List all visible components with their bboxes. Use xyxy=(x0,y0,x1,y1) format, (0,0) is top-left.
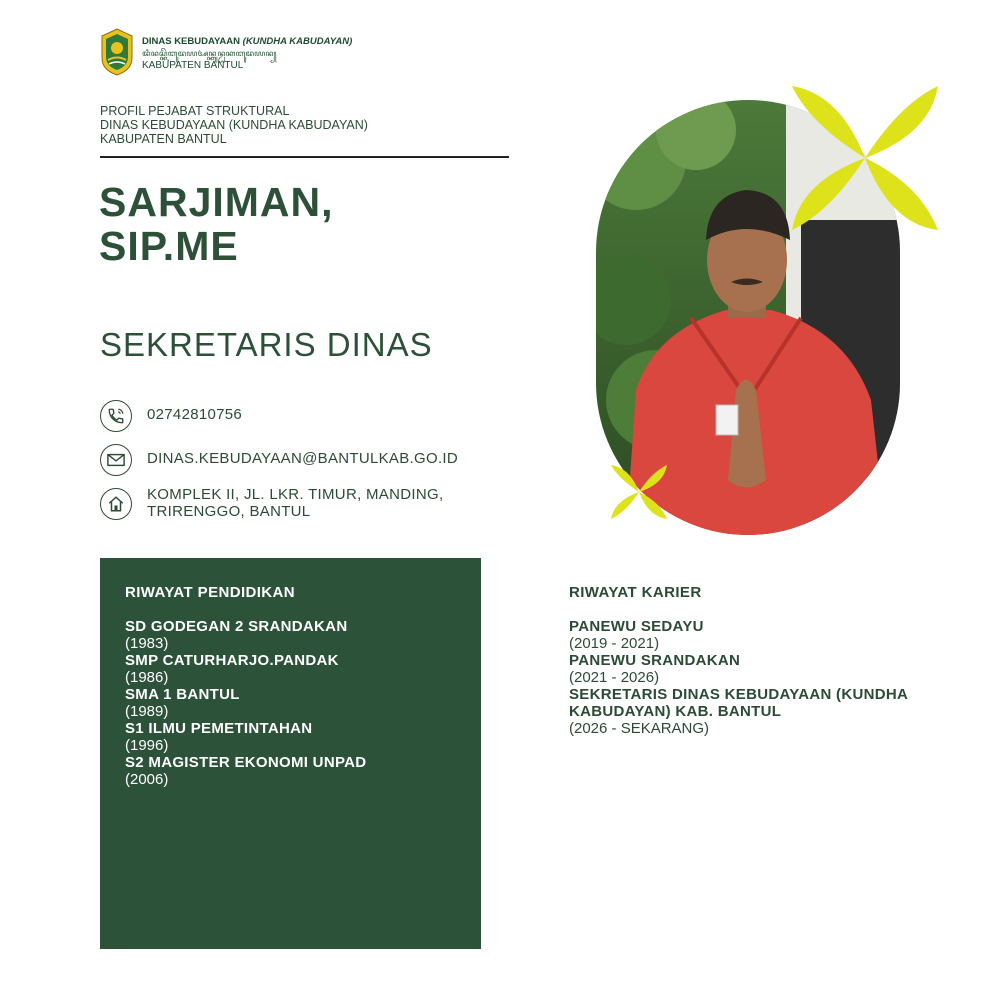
career-title: RIWAYAT KARIER xyxy=(569,584,702,601)
list-item: PANEWU SEDAYU (2019 - 2021) xyxy=(569,618,704,652)
list-item: SMA 1 BANTUL (1989) xyxy=(125,686,240,720)
address: KOMPLEK II, JL. LKR. TIMUR, MANDING, TRIRENGGO, BANTUL xyxy=(147,486,444,520)
education-list xyxy=(125,618,465,788)
logo-javanese-script: ꦢꦶꦤꦱ꧀ꦏꦼꦧꦸꦢꦪꦄꦤ꧀ꦏꦸꦤ꧀ꦝꦏꦧꦸꦢꦪꦤ꧀ xyxy=(142,49,277,58)
header-line: DINAS KEBUDAYAAN (KUNDHA KABUDAYAN) xyxy=(100,118,368,132)
position-title: SEKRETARIS DINAS xyxy=(100,326,433,363)
career-list xyxy=(569,618,929,737)
education-title: RIWAYAT PENDIDIKAN xyxy=(125,584,296,601)
list-item: SD GODEGAN 2 SRANDAKAN (1983) xyxy=(125,618,348,652)
header-line: KABUPATEN BANTUL xyxy=(100,132,227,146)
phone-number: 02742810756 xyxy=(147,406,243,423)
lime-flower-decoration-small xyxy=(610,464,668,520)
phone-icon xyxy=(100,400,132,432)
kabupaten-bantul-emblem xyxy=(100,28,134,76)
email-address: DINAS.KEBUDAYAAN@BANTULKAB.GO.ID xyxy=(147,450,459,467)
logo-title: DINAS KEBUDAYAAN (KUNDHA KABUDAYAN) xyxy=(142,36,353,47)
list-item: PANEWU SRANDAKAN (2021 - 2026) xyxy=(569,652,741,686)
header-divider xyxy=(100,156,509,158)
header-line: PROFIL PEJABAT STRUKTURAL xyxy=(100,104,290,118)
career-section xyxy=(569,584,929,737)
document-header xyxy=(100,104,368,146)
email-icon xyxy=(100,444,132,476)
list-item: SEKRETARIS DINAS KEBUDAYAAN (KUNDHA KABUDAYAN) KAB. BANTUL (2026 - SEKARANG) xyxy=(569,686,908,737)
education-panel xyxy=(100,558,481,949)
person-name: SARJIMAN, SIP.ME xyxy=(99,179,334,269)
list-item: S2 MAGISTER EKONOMI UNPAD (2006) xyxy=(125,754,367,788)
home-icon xyxy=(100,488,132,520)
list-item: S1 ILMU PEMETINTAHAN (1996) xyxy=(125,720,313,754)
lime-flower-decoration-large xyxy=(790,84,940,232)
logo-subtitle: KABUPATEN BANTUL xyxy=(142,60,244,71)
list-item: SMP CATURHARJO.PANDAK (1986) xyxy=(125,652,339,686)
